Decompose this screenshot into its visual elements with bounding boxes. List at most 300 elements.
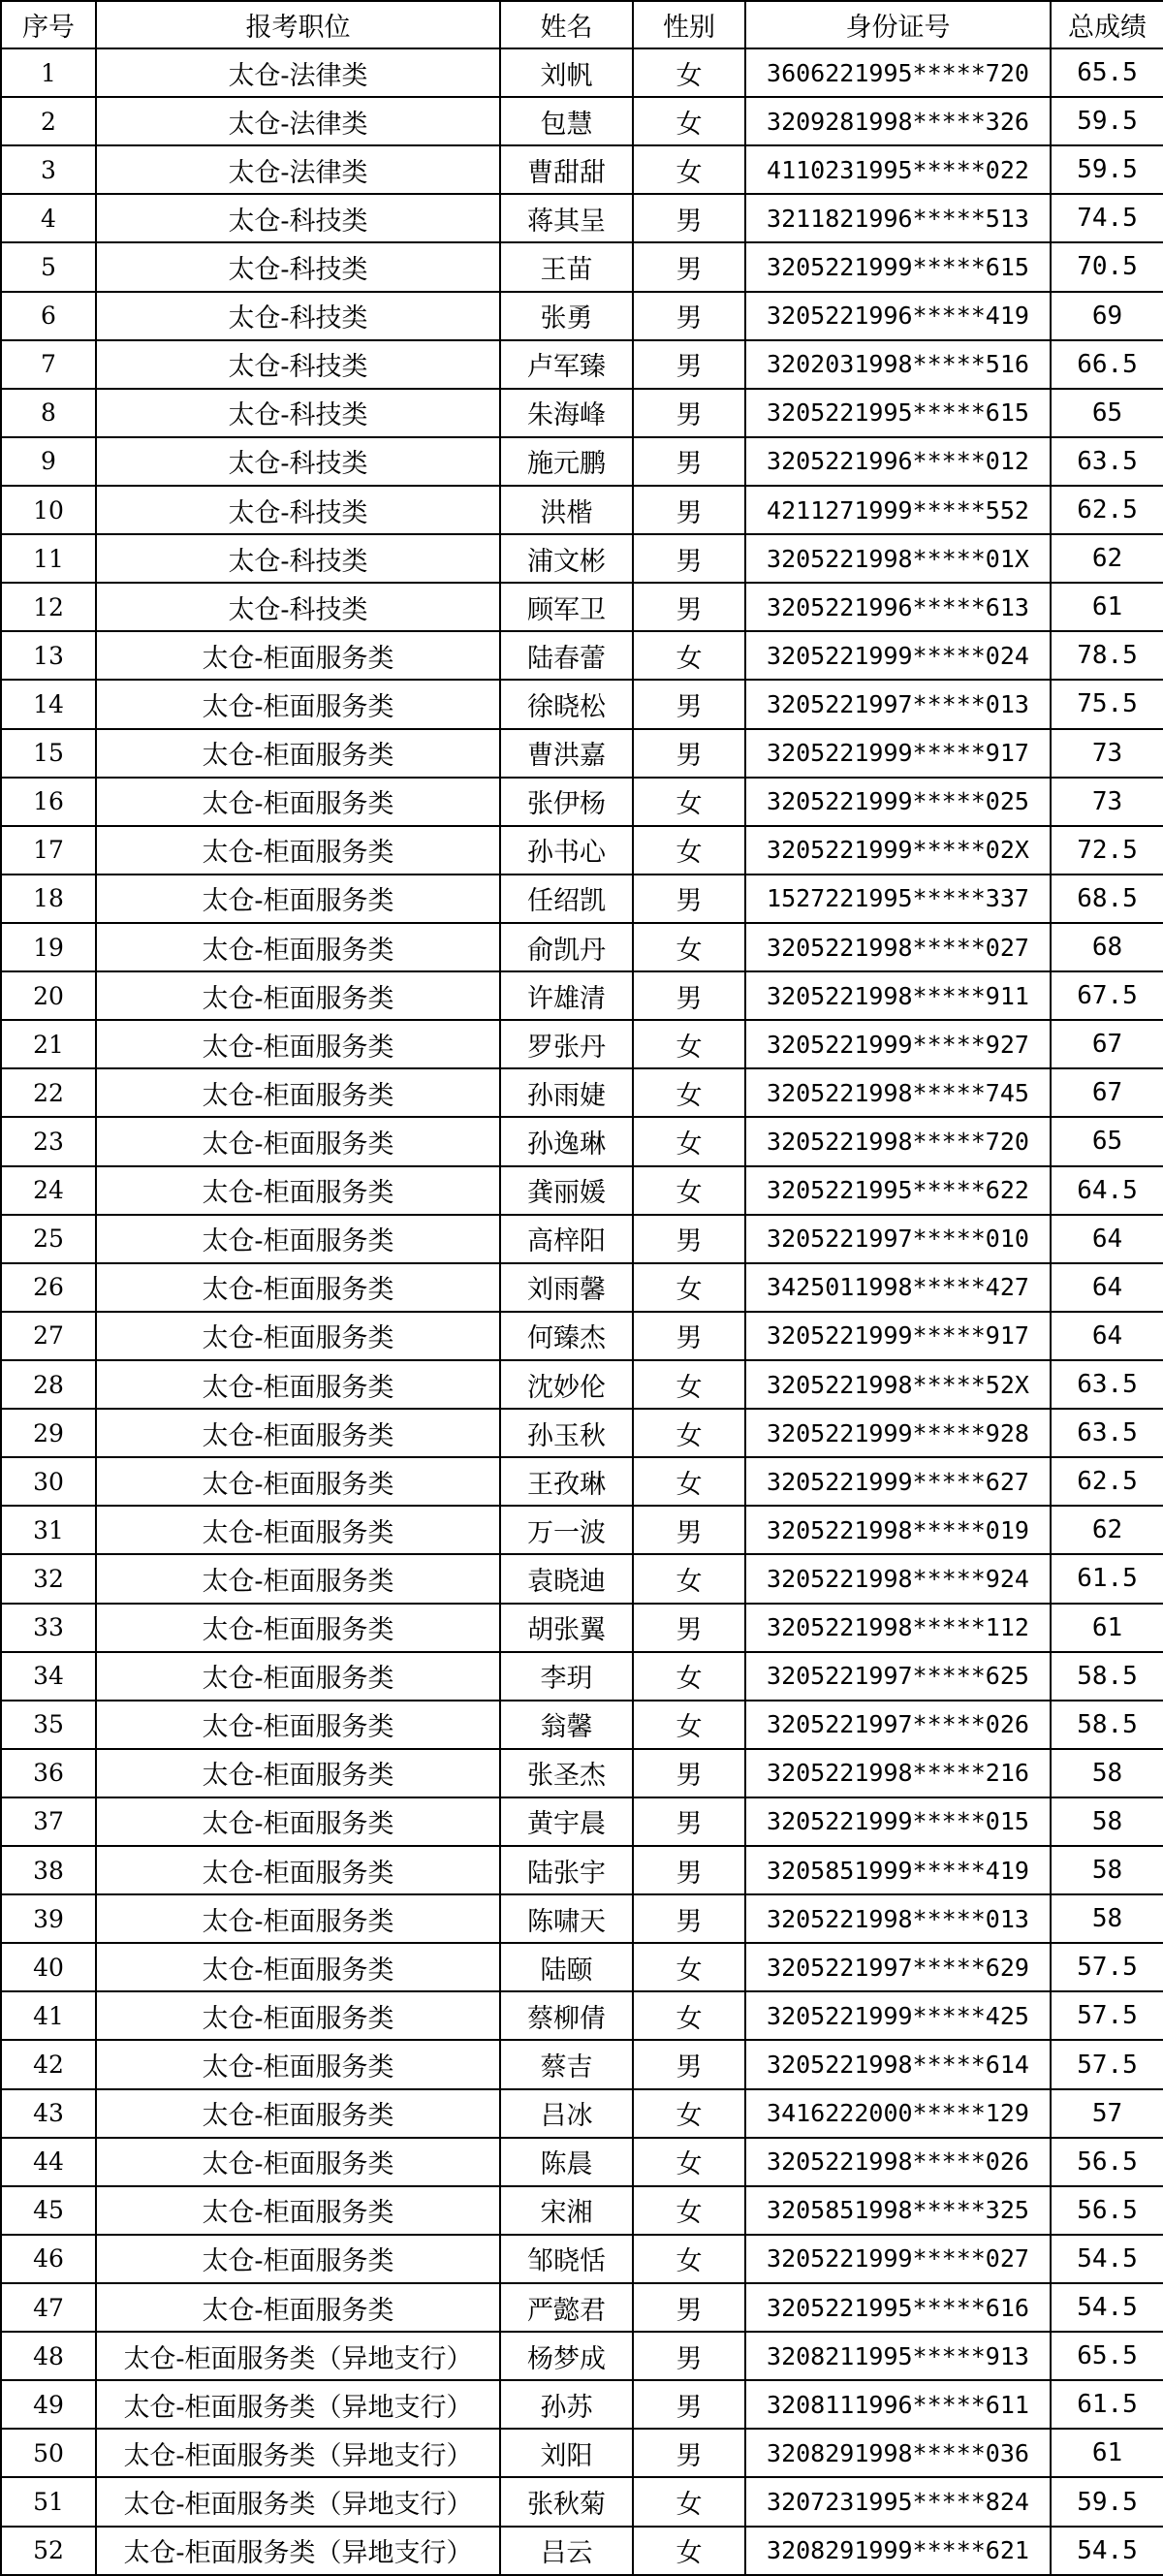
cell-total-score: 72.5 bbox=[1051, 826, 1163, 875]
cell-gender: 男 bbox=[633, 1797, 745, 1846]
cell-serial-no: 25 bbox=[1, 1215, 96, 1263]
cell-gender: 男 bbox=[633, 534, 745, 583]
cell-name: 徐晓松 bbox=[500, 680, 633, 728]
cell-serial-no: 6 bbox=[1, 292, 96, 340]
table-row bbox=[1, 826, 1163, 875]
cell-total-score: 64 bbox=[1051, 1215, 1163, 1263]
cell-total-score: 61 bbox=[1051, 2429, 1163, 2477]
table-body bbox=[1, 48, 1163, 2575]
cell-gender: 男 bbox=[633, 583, 745, 631]
cell-total-score: 61 bbox=[1051, 1604, 1163, 1652]
cell-id-number: 3606221995*****720 bbox=[745, 48, 1051, 97]
cell-name: 杨梦成 bbox=[500, 2332, 633, 2380]
cell-name: 黄宇晨 bbox=[500, 1797, 633, 1846]
cell-id-number: 3208111996*****611 bbox=[745, 2380, 1051, 2429]
cell-total-score: 56.5 bbox=[1051, 2138, 1163, 2186]
cell-name: 卢军臻 bbox=[500, 340, 633, 389]
cell-position: 太仓-法律类 bbox=[96, 48, 500, 97]
table-row bbox=[1, 778, 1163, 826]
cell-total-score: 63.5 bbox=[1051, 1409, 1163, 1457]
table-row bbox=[1, 1166, 1163, 1215]
cell-position: 太仓-柜面服务类 bbox=[96, 680, 500, 728]
cell-name: 包慧 bbox=[500, 97, 633, 145]
cell-serial-no: 10 bbox=[1, 486, 96, 534]
cell-serial-no: 23 bbox=[1, 1117, 96, 1165]
cell-name: 王苗 bbox=[500, 242, 633, 291]
cell-id-number: 3205221995*****616 bbox=[745, 2283, 1051, 2332]
cell-gender: 女 bbox=[633, 1166, 745, 1215]
cell-id-number: 3205221995*****615 bbox=[745, 389, 1051, 437]
cell-id-number: 3205221998*****924 bbox=[745, 1554, 1051, 1603]
cell-serial-no: 12 bbox=[1, 583, 96, 631]
cell-total-score: 69 bbox=[1051, 292, 1163, 340]
cell-position: 太仓-柜面服务类 bbox=[96, 2283, 500, 2332]
cell-position: 太仓-柜面服务类（异地支行） bbox=[96, 2380, 500, 2429]
cell-name: 孙书心 bbox=[500, 826, 633, 875]
cell-position: 太仓-柜面服务类 bbox=[96, 1846, 500, 1894]
cell-name: 陈啸天 bbox=[500, 1894, 633, 1943]
cell-serial-no: 15 bbox=[1, 729, 96, 778]
table-row bbox=[1, 1894, 1163, 1943]
cell-id-number: 3205851998*****325 bbox=[745, 2186, 1051, 2235]
table-row bbox=[1, 534, 1163, 583]
cell-gender: 男 bbox=[633, 2283, 745, 2332]
cell-gender: 男 bbox=[633, 2380, 745, 2429]
cell-id-number: 3207231995*****824 bbox=[745, 2477, 1051, 2526]
cell-serial-no: 36 bbox=[1, 1749, 96, 1797]
cell-name: 张伊杨 bbox=[500, 778, 633, 826]
cell-gender: 女 bbox=[633, 1652, 745, 1701]
cell-serial-no: 8 bbox=[1, 389, 96, 437]
cell-position: 太仓-科技类 bbox=[96, 292, 500, 340]
cell-serial-no: 21 bbox=[1, 1020, 96, 1068]
cell-total-score: 64.5 bbox=[1051, 1166, 1163, 1215]
cell-id-number: 3205221998*****911 bbox=[745, 971, 1051, 1020]
table-row bbox=[1, 2186, 1163, 2235]
cell-total-score: 58 bbox=[1051, 1797, 1163, 1846]
cell-id-number: 3205221995*****622 bbox=[745, 1166, 1051, 1215]
table-row bbox=[1, 2138, 1163, 2186]
table-row bbox=[1, 583, 1163, 631]
cell-total-score: 57.5 bbox=[1051, 1991, 1163, 2040]
cell-name: 张勇 bbox=[500, 292, 633, 340]
table-row bbox=[1, 242, 1163, 291]
table-row bbox=[1, 729, 1163, 778]
cell-position: 太仓-柜面服务类 bbox=[96, 2138, 500, 2186]
table-row bbox=[1, 340, 1163, 389]
cell-serial-no: 37 bbox=[1, 1797, 96, 1846]
cell-position: 太仓-科技类 bbox=[96, 340, 500, 389]
cell-gender: 女 bbox=[633, 1068, 745, 1117]
cell-id-number: 3205221998*****019 bbox=[745, 1506, 1051, 1554]
cell-name: 孙玉秋 bbox=[500, 1409, 633, 1457]
cell-serial-no: 1 bbox=[1, 48, 96, 97]
cell-serial-no: 13 bbox=[1, 631, 96, 680]
cell-gender: 女 bbox=[633, 2235, 745, 2283]
cell-serial-no: 46 bbox=[1, 2235, 96, 2283]
cell-serial-no: 32 bbox=[1, 1554, 96, 1603]
cell-gender: 男 bbox=[633, 292, 745, 340]
cell-gender: 女 bbox=[633, 1117, 745, 1165]
cell-total-score: 62 bbox=[1051, 1506, 1163, 1554]
cell-gender: 女 bbox=[633, 1701, 745, 1749]
cell-total-score: 65.5 bbox=[1051, 48, 1163, 97]
cell-position: 太仓-柜面服务类 bbox=[96, 729, 500, 778]
cell-id-number: 3208291999*****621 bbox=[745, 2527, 1051, 2575]
table-row bbox=[1, 875, 1163, 923]
cell-id-number: 3205221997*****010 bbox=[745, 1215, 1051, 1263]
header-id-number: 身份证号 bbox=[745, 1, 1051, 48]
cell-gender: 男 bbox=[633, 1215, 745, 1263]
cell-name: 陆颐 bbox=[500, 1943, 633, 1991]
table-row bbox=[1, 1457, 1163, 1506]
cell-name: 王孜琳 bbox=[500, 1457, 633, 1506]
cell-id-number: 4211271999*****552 bbox=[745, 486, 1051, 534]
cell-gender: 女 bbox=[633, 2477, 745, 2526]
cell-position: 太仓-柜面服务类 bbox=[96, 2186, 500, 2235]
cell-gender: 女 bbox=[633, 97, 745, 145]
cell-id-number: 3205221998*****112 bbox=[745, 1604, 1051, 1652]
cell-total-score: 54.5 bbox=[1051, 2235, 1163, 2283]
cell-total-score: 68.5 bbox=[1051, 875, 1163, 923]
cell-name: 张圣杰 bbox=[500, 1749, 633, 1797]
cell-name: 宋湘 bbox=[500, 2186, 633, 2235]
cell-name: 朱海峰 bbox=[500, 389, 633, 437]
cell-total-score: 61 bbox=[1051, 583, 1163, 631]
cell-position: 太仓-法律类 bbox=[96, 145, 500, 194]
cell-name: 陆春蕾 bbox=[500, 631, 633, 680]
cell-position: 太仓-柜面服务类 bbox=[96, 1943, 500, 1991]
cell-gender: 男 bbox=[633, 875, 745, 923]
cell-id-number: 3205221997*****013 bbox=[745, 680, 1051, 728]
cell-serial-no: 28 bbox=[1, 1360, 96, 1409]
cell-gender: 男 bbox=[633, 1312, 745, 1360]
cell-serial-no: 7 bbox=[1, 340, 96, 389]
cell-serial-no: 4 bbox=[1, 194, 96, 242]
cell-name: 顾军卫 bbox=[500, 583, 633, 631]
cell-position: 太仓-柜面服务类 bbox=[96, 1312, 500, 1360]
table-row bbox=[1, 1749, 1163, 1797]
table-row bbox=[1, 2380, 1163, 2429]
table-row bbox=[1, 194, 1163, 242]
cell-serial-no: 11 bbox=[1, 534, 96, 583]
cell-id-number: 3205221999*****928 bbox=[745, 1409, 1051, 1457]
cell-serial-no: 24 bbox=[1, 1166, 96, 1215]
cell-gender: 男 bbox=[633, 2332, 745, 2380]
cell-name: 陈晨 bbox=[500, 2138, 633, 2186]
cell-position: 太仓-柜面服务类 bbox=[96, 1263, 500, 1312]
cell-total-score: 67.5 bbox=[1051, 971, 1163, 1020]
cell-total-score: 63.5 bbox=[1051, 1360, 1163, 1409]
cell-position: 太仓-柜面服务类 bbox=[96, 1894, 500, 1943]
table-row bbox=[1, 1701, 1163, 1749]
cell-gender: 女 bbox=[633, 1991, 745, 2040]
table-row bbox=[1, 1215, 1163, 1263]
cell-id-number: 3211821996*****513 bbox=[745, 194, 1051, 242]
cell-total-score: 57.5 bbox=[1051, 2040, 1163, 2088]
cell-position: 太仓-柜面服务类 bbox=[96, 1360, 500, 1409]
table-row bbox=[1, 971, 1163, 1020]
cell-gender: 男 bbox=[633, 1894, 745, 1943]
cell-position: 太仓-科技类 bbox=[96, 583, 500, 631]
cell-id-number: 1527221995*****337 bbox=[745, 875, 1051, 923]
header-total-score: 总成绩 bbox=[1051, 1, 1163, 48]
cell-serial-no: 30 bbox=[1, 1457, 96, 1506]
cell-total-score: 59.5 bbox=[1051, 145, 1163, 194]
cell-id-number: 3416222000*****129 bbox=[745, 2089, 1051, 2138]
table-row bbox=[1, 1068, 1163, 1117]
cell-name: 吕冰 bbox=[500, 2089, 633, 2138]
cell-id-number: 3205221998*****216 bbox=[745, 1749, 1051, 1797]
cell-serial-no: 26 bbox=[1, 1263, 96, 1312]
cell-position: 太仓-柜面服务类 bbox=[96, 1652, 500, 1701]
cell-position: 太仓-柜面服务类 bbox=[96, 923, 500, 971]
table-row bbox=[1, 1117, 1163, 1165]
cell-name: 罗张丹 bbox=[500, 1020, 633, 1068]
cell-id-number: 3205221998*****01X bbox=[745, 534, 1051, 583]
cell-position: 太仓-柜面服务类（异地支行） bbox=[96, 2429, 500, 2477]
cell-position: 太仓-柜面服务类 bbox=[96, 778, 500, 826]
table-row bbox=[1, 2089, 1163, 2138]
cell-id-number: 3205221997*****625 bbox=[745, 1652, 1051, 1701]
cell-total-score: 65.5 bbox=[1051, 2332, 1163, 2380]
cell-position: 太仓-柜面服务类 bbox=[96, 826, 500, 875]
table-row bbox=[1, 1020, 1163, 1068]
cell-id-number: 3205221999*****615 bbox=[745, 242, 1051, 291]
cell-position: 太仓-柜面服务类 bbox=[96, 1068, 500, 1117]
table-row bbox=[1, 680, 1163, 728]
cell-total-score: 58.5 bbox=[1051, 1652, 1163, 1701]
cell-total-score: 62.5 bbox=[1051, 1457, 1163, 1506]
cell-serial-no: 2 bbox=[1, 97, 96, 145]
cell-position: 太仓-科技类 bbox=[96, 242, 500, 291]
cell-position: 太仓-科技类 bbox=[96, 389, 500, 437]
cell-name: 龚丽媛 bbox=[500, 1166, 633, 1215]
cell-id-number: 3205221999*****425 bbox=[745, 1991, 1051, 2040]
cell-id-number: 3209281998*****326 bbox=[745, 97, 1051, 145]
cell-gender: 女 bbox=[633, 1360, 745, 1409]
cell-position: 太仓-柜面服务类（异地支行） bbox=[96, 2477, 500, 2526]
cell-total-score: 58.5 bbox=[1051, 1701, 1163, 1749]
table-row bbox=[1, 97, 1163, 145]
cell-id-number: 3205221996*****012 bbox=[745, 437, 1051, 486]
cell-gender: 男 bbox=[633, 1846, 745, 1894]
cell-gender: 男 bbox=[633, 242, 745, 291]
cell-serial-no: 41 bbox=[1, 1991, 96, 2040]
cell-position: 太仓-柜面服务类 bbox=[96, 1457, 500, 1506]
table-row bbox=[1, 2332, 1163, 2380]
table-row bbox=[1, 923, 1163, 971]
cell-name: 刘阳 bbox=[500, 2429, 633, 2477]
cell-name: 任绍凯 bbox=[500, 875, 633, 923]
cell-gender: 男 bbox=[633, 971, 745, 1020]
cell-name: 严懿君 bbox=[500, 2283, 633, 2332]
cell-position: 太仓-柜面服务类 bbox=[96, 1991, 500, 2040]
cell-gender: 男 bbox=[633, 1749, 745, 1797]
cell-gender: 男 bbox=[633, 437, 745, 486]
cell-total-score: 64 bbox=[1051, 1263, 1163, 1312]
table-row bbox=[1, 1991, 1163, 2040]
cell-position: 太仓-柜面服务类 bbox=[96, 631, 500, 680]
cell-id-number: 3205221997*****026 bbox=[745, 1701, 1051, 1749]
cell-id-number: 3205221998*****027 bbox=[745, 923, 1051, 971]
cell-total-score: 64 bbox=[1051, 1312, 1163, 1360]
cell-serial-no: 52 bbox=[1, 2527, 96, 2575]
cell-id-number: 3205221998*****52X bbox=[745, 1360, 1051, 1409]
cell-name: 孙雨婕 bbox=[500, 1068, 633, 1117]
cell-serial-no: 49 bbox=[1, 2380, 96, 2429]
table-row bbox=[1, 2040, 1163, 2088]
table-row bbox=[1, 486, 1163, 534]
cell-total-score: 58 bbox=[1051, 1894, 1163, 1943]
cell-gender: 女 bbox=[633, 2527, 745, 2575]
cell-id-number: 3208211995*****913 bbox=[745, 2332, 1051, 2380]
cell-serial-no: 27 bbox=[1, 1312, 96, 1360]
cell-total-score: 61.5 bbox=[1051, 2380, 1163, 2429]
cell-total-score: 73 bbox=[1051, 778, 1163, 826]
cell-position: 太仓-科技类 bbox=[96, 194, 500, 242]
cell-id-number: 3205221998*****026 bbox=[745, 2138, 1051, 2186]
cell-gender: 女 bbox=[633, 1409, 745, 1457]
table-row bbox=[1, 1797, 1163, 1846]
cell-position: 太仓-柜面服务类 bbox=[96, 1604, 500, 1652]
cell-gender: 女 bbox=[633, 1943, 745, 1991]
cell-serial-no: 38 bbox=[1, 1846, 96, 1894]
table-row bbox=[1, 2527, 1163, 2575]
cell-id-number: 3205221998*****745 bbox=[745, 1068, 1051, 1117]
cell-name: 邹晓恬 bbox=[500, 2235, 633, 2283]
cell-gender: 男 bbox=[633, 389, 745, 437]
cell-name: 孙逸琳 bbox=[500, 1117, 633, 1165]
table-row bbox=[1, 2477, 1163, 2526]
table-row bbox=[1, 1409, 1163, 1457]
cell-name: 蔡柳倩 bbox=[500, 1991, 633, 2040]
cell-id-number: 3205221999*****025 bbox=[745, 778, 1051, 826]
cell-position: 太仓-科技类 bbox=[96, 534, 500, 583]
cell-gender: 女 bbox=[633, 145, 745, 194]
cell-id-number: 3205221999*****627 bbox=[745, 1457, 1051, 1506]
table-row bbox=[1, 1604, 1163, 1652]
cell-serial-no: 35 bbox=[1, 1701, 96, 1749]
cell-id-number: 3205221998*****720 bbox=[745, 1117, 1051, 1165]
cell-serial-no: 18 bbox=[1, 875, 96, 923]
cell-serial-no: 29 bbox=[1, 1409, 96, 1457]
cell-name: 何臻杰 bbox=[500, 1312, 633, 1360]
cell-position: 太仓-柜面服务类 bbox=[96, 1215, 500, 1263]
cell-gender: 女 bbox=[633, 2138, 745, 2186]
header-serial-no: 序号 bbox=[1, 1, 96, 48]
cell-position: 太仓-柜面服务类 bbox=[96, 1554, 500, 1603]
cell-id-number: 3205221997*****629 bbox=[745, 1943, 1051, 1991]
cell-serial-no: 20 bbox=[1, 971, 96, 1020]
cell-gender: 女 bbox=[633, 1020, 745, 1068]
table-row bbox=[1, 389, 1163, 437]
cell-serial-no: 42 bbox=[1, 2040, 96, 2088]
cell-total-score: 59.5 bbox=[1051, 2477, 1163, 2526]
cell-total-score: 78.5 bbox=[1051, 631, 1163, 680]
cell-serial-no: 19 bbox=[1, 923, 96, 971]
cell-gender: 男 bbox=[633, 486, 745, 534]
cell-id-number: 3208291998*****036 bbox=[745, 2429, 1051, 2477]
cell-name: 张秋菊 bbox=[500, 2477, 633, 2526]
cell-total-score: 65 bbox=[1051, 1117, 1163, 1165]
table-header bbox=[1, 1, 1163, 48]
cell-name: 高梓阳 bbox=[500, 1215, 633, 1263]
cell-position: 太仓-法律类 bbox=[96, 97, 500, 145]
cell-serial-no: 9 bbox=[1, 437, 96, 486]
cell-total-score: 57.5 bbox=[1051, 1943, 1163, 1991]
table-row bbox=[1, 2429, 1163, 2477]
cell-position: 太仓-柜面服务类 bbox=[96, 1749, 500, 1797]
table-row bbox=[1, 1943, 1163, 1991]
table-row bbox=[1, 1652, 1163, 1701]
cell-serial-no: 14 bbox=[1, 680, 96, 728]
cell-total-score: 61.5 bbox=[1051, 1554, 1163, 1603]
cell-total-score: 58 bbox=[1051, 1846, 1163, 1894]
cell-gender: 女 bbox=[633, 1263, 745, 1312]
cell-position: 太仓-柜面服务类 bbox=[96, 1797, 500, 1846]
cell-id-number: 4110231995*****022 bbox=[745, 145, 1051, 194]
cell-total-score: 67 bbox=[1051, 1020, 1163, 1068]
cell-id-number: 3205221999*****927 bbox=[745, 1020, 1051, 1068]
cell-gender: 女 bbox=[633, 2089, 745, 2138]
cell-position: 太仓-柜面服务类 bbox=[96, 1409, 500, 1457]
header-gender: 性别 bbox=[633, 1, 745, 48]
cell-position: 太仓-柜面服务类 bbox=[96, 1701, 500, 1749]
cell-name: 蒋其呈 bbox=[500, 194, 633, 242]
header-position: 报考职位 bbox=[96, 1, 500, 48]
cell-total-score: 70.5 bbox=[1051, 242, 1163, 291]
table-row bbox=[1, 437, 1163, 486]
cell-total-score: 62.5 bbox=[1051, 486, 1163, 534]
cell-gender: 男 bbox=[633, 1604, 745, 1652]
cell-id-number: 3202031998*****516 bbox=[745, 340, 1051, 389]
cell-serial-no: 44 bbox=[1, 2138, 96, 2186]
table-row bbox=[1, 631, 1163, 680]
cell-name: 曹甜甜 bbox=[500, 145, 633, 194]
cell-id-number: 3205221998*****013 bbox=[745, 1894, 1051, 1943]
cell-total-score: 54.5 bbox=[1051, 2527, 1163, 2575]
cell-position: 太仓-科技类 bbox=[96, 486, 500, 534]
cell-total-score: 62 bbox=[1051, 534, 1163, 583]
cell-position: 太仓-柜面服务类 bbox=[96, 2040, 500, 2088]
cell-total-score: 73 bbox=[1051, 729, 1163, 778]
cell-serial-no: 45 bbox=[1, 2186, 96, 2235]
cell-serial-no: 39 bbox=[1, 1894, 96, 1943]
cell-position: 太仓-柜面服务类 bbox=[96, 971, 500, 1020]
table-row bbox=[1, 292, 1163, 340]
cell-serial-no: 31 bbox=[1, 1506, 96, 1554]
cell-serial-no: 47 bbox=[1, 2283, 96, 2332]
cell-serial-no: 48 bbox=[1, 2332, 96, 2380]
table-row bbox=[1, 2283, 1163, 2332]
cell-name: 胡张翼 bbox=[500, 1604, 633, 1652]
cell-gender: 女 bbox=[633, 923, 745, 971]
cell-id-number: 3205221996*****419 bbox=[745, 292, 1051, 340]
cell-name: 万一波 bbox=[500, 1506, 633, 1554]
cell-serial-no: 5 bbox=[1, 242, 96, 291]
cell-position: 太仓-柜面服务类（异地支行） bbox=[96, 2527, 500, 2575]
cell-total-score: 66.5 bbox=[1051, 340, 1163, 389]
cell-serial-no: 50 bbox=[1, 2429, 96, 2477]
cell-total-score: 63.5 bbox=[1051, 437, 1163, 486]
cell-name: 浦文彬 bbox=[500, 534, 633, 583]
cell-position: 太仓-柜面服务类 bbox=[96, 1117, 500, 1165]
cell-gender: 男 bbox=[633, 729, 745, 778]
cell-total-score: 56.5 bbox=[1051, 2186, 1163, 2235]
cell-total-score: 65 bbox=[1051, 389, 1163, 437]
table-row bbox=[1, 1263, 1163, 1312]
